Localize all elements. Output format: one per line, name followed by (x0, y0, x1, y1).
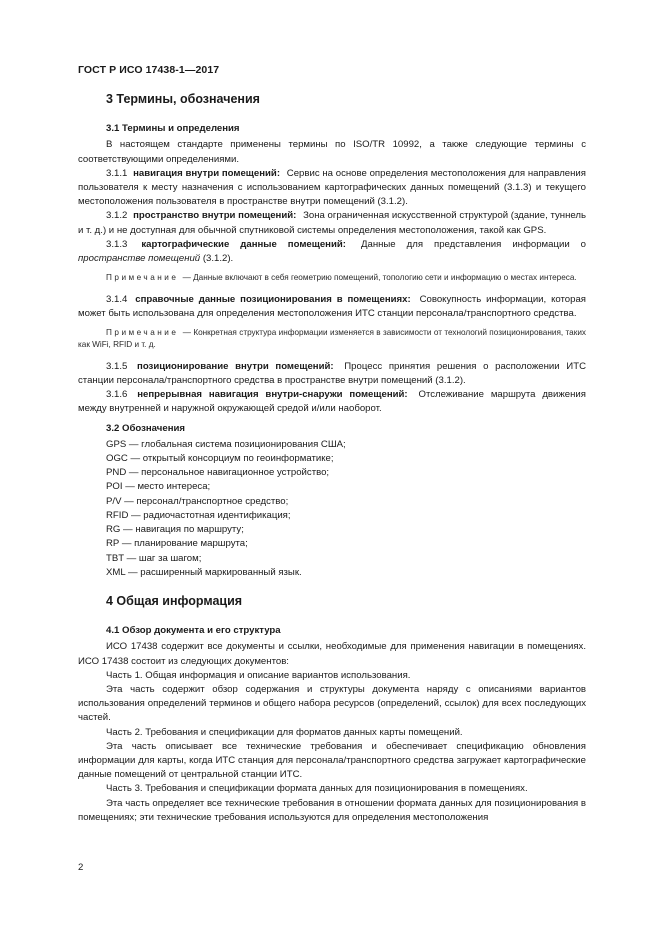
term-name: непрерывная навигация внутри-снаружи помещений: (137, 389, 408, 401)
term-name: навигация внутри помещений: (133, 167, 281, 179)
subsection-3-1-heading: 3.1 Термины и определения (106, 123, 240, 135)
abbreviation-item: TBT — шаг за шагом; (106, 552, 202, 564)
term-name: пространство внутри помещений: (133, 210, 297, 222)
paragraph: Часть 3. Требования и спецификации формата данных для позиционирования в помещениях. (106, 783, 528, 795)
term-definition: Сервис на основе определения местоположения для направления пользователя к месту назначения с использованием картографических данных помещений (3.1.3) и текущего местоположения пользователя в пространстве внутри помещений (3.1.2). (78, 167, 586, 208)
abbreviation-item: RP — планирование маршрута; (106, 538, 248, 550)
term-3-1-2 (78, 209, 586, 237)
paragraph: Часть 2. Требования и спецификации для форматов данных карты помещений. (106, 726, 463, 738)
note-2 (78, 327, 586, 352)
paragraph: Эта часть определяет все технические требования в отношении формата данных для позиционирования в помещениях; эти технические требования используются для определения местоположения (78, 797, 586, 823)
paragraph: Эта часть описывает все технические требования и обеспечивает спецификацию обновления информации для карты, когда ИТС станция для персонала/транспортного средства загружает картографические данные помещений от центральной станции ИТС. (78, 740, 586, 781)
abbreviation-item: PND — персональное навигационное устройство; (106, 467, 330, 479)
page-body (78, 92, 586, 825)
term-3-1-3 (78, 238, 586, 266)
note-text: — Данные включают в себя геометрию помещений, топологию сети и информацию о местах интереса. (180, 273, 577, 283)
term-definition: Процесс принятия решения о расположении ИТС станции персонала/транспортного средства в пространстве внутри помещений (3.1.2). (78, 360, 586, 387)
abbreviation-item: GPS — глобальная система позиционирования США; (106, 438, 346, 450)
abbreviation-item: XML — расширенный маркированный язык. (106, 566, 302, 578)
subsection-3-1-intro: В настоящем стандарте применены термины по ISO/TR 10992, а также следующие термины с соответствующими определениями. (78, 139, 586, 165)
note-text: — Конкретная структура информации изменяется в зависимости от технологий позиционирования, таких как WiFi, RFID и т. д. (78, 328, 586, 350)
paragraph: ИСО 17438 содержит все документы и ссылки, необходимые для применения навигации в помещениях. ИСО 17438 состоит из следующих документов: (78, 641, 586, 667)
term-definition: Зона ограниченная искусственной структурой (здание, туннель и т. д.) и не доступная для обычной спутниковой системы определения местоположения, такой как GPS. (78, 210, 586, 236)
abbreviation-item: POI — место интереса; (106, 481, 211, 493)
term-name: позиционирование внутри помещений: (137, 360, 334, 372)
note-1 (78, 272, 586, 284)
abbreviation-item: OGC — открытый консорциум по геоинформатике; (106, 453, 334, 465)
term-3-1-1 (78, 167, 586, 210)
term-number: 3.1.5 (106, 360, 128, 372)
term-3-1-6 (78, 388, 586, 416)
section-3-heading: 3 Термины, обозначения (106, 92, 260, 106)
paragraph: Эта часть содержит обзор содержания и структуры документа наряду с описаниями вариантов использования определений терминов и общего набора ресурсов (определений, ссылок) для всех последующих частей. (78, 683, 586, 724)
subsection-3-2-heading: 3.2 Обозначения (106, 422, 185, 434)
section-4-heading: 4 Общая информация (106, 593, 243, 608)
note-label: Примечание (106, 273, 179, 283)
page-number: 2 (78, 862, 84, 873)
term-definition-tail: (3.1.2). (200, 253, 234, 265)
abbreviation-item: P/V — персонал/транспортное средство; (106, 495, 289, 507)
term-3-1-5 (78, 360, 586, 388)
term-definition: Отслеживание маршрута движения между внутренней и наружной окружающей средой и/или наоборот. (78, 389, 586, 415)
term-number: 3.1.1 (106, 167, 128, 179)
document-header: ГОСТ Р ИСО 17438-1—2017 (78, 64, 220, 76)
subsection-4-1-heading: 4.1 Обзор документа и его структура (106, 625, 281, 637)
note-label: Примечание (106, 328, 179, 338)
term-name: картографические данные помещений: (141, 238, 346, 250)
term-definition: Данные для представления информации о (360, 238, 587, 250)
term-number: 3.1.6 (106, 389, 128, 401)
paragraph: Часть 1. Общая информация и описание вариантов использования. (106, 669, 411, 681)
term-definition: Совокупность информации, которая может быть использована для определения местоположения ИТС станции персонала/транспортного средства. (78, 293, 586, 319)
term-number: 3.1.2 (106, 210, 128, 222)
term-3-1-4 (78, 293, 586, 321)
term-reference-italic: пространстве помещений (78, 253, 201, 265)
abbreviation-item: RFID — радиочастотная идентификация; (106, 509, 291, 521)
abbreviation-item: RG — навигация по маршруту; (106, 524, 244, 536)
term-number: 3.1.3 (106, 238, 128, 250)
term-name: справочные данные позиционирования в помещениях: (135, 293, 411, 305)
term-number: 3.1.4 (106, 293, 128, 305)
